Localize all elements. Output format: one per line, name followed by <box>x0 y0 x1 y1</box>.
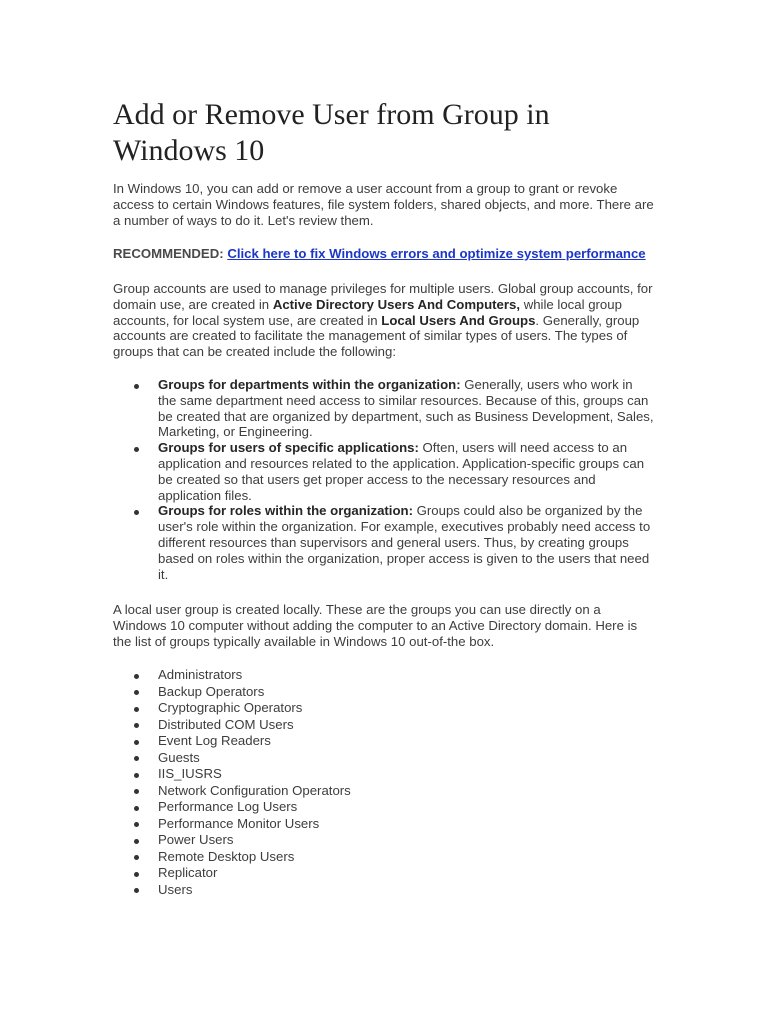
bullet-icon <box>134 510 139 515</box>
paragraph-line: groups that can be created include the following: <box>113 344 396 360</box>
group-type-description-line: application files. <box>158 487 252 503</box>
article-title: Add or Remove User from Group in Windows 10 <box>113 98 550 167</box>
paragraph-line: the list of groups typically available in Windows 10 out-of-the box. <box>113 633 495 649</box>
group-type-description-line: be created so that users get proper access to the necessary resources and <box>158 471 596 487</box>
paragraph-line <box>113 313 653 329</box>
group-type-item <box>113 503 654 582</box>
bullet-icon <box>134 773 139 778</box>
builtin-group-name: Users <box>158 881 193 897</box>
group-type-description-line: Marketing, or Engineering. <box>158 424 313 440</box>
builtin-group-name: Remote Desktop Users <box>158 848 295 864</box>
group-type-term: Groups for departments within the organization: <box>158 377 461 392</box>
bullet-icon <box>134 384 139 389</box>
bullet-icon <box>134 756 139 761</box>
group-type-first-line <box>158 440 654 456</box>
builtin-group-item <box>113 667 351 684</box>
group-type-description-line: application and resources related to the application. Application-specific groups can <box>158 455 645 471</box>
builtin-group-item <box>113 816 351 833</box>
builtin-group-name: Replicator <box>158 865 218 880</box>
group-type-description-line: the same department need access to similar resources. Because of this, groups can <box>158 392 649 408</box>
builtin-group-name: Backup Operators <box>158 683 265 699</box>
builtin-group-item <box>113 750 351 767</box>
bullet-icon <box>134 690 139 695</box>
bullet-icon <box>134 872 139 877</box>
builtin-group-item <box>113 882 351 899</box>
group-type-description: Groups could also be organized by the <box>416 503 643 519</box>
paragraph-text: domain use, are created in <box>113 296 273 312</box>
bullet-icon <box>134 723 139 728</box>
group-accounts-paragraph <box>113 281 653 360</box>
group-type-description: Generally, users who work in <box>464 377 633 392</box>
builtin-group-name: Administrators <box>158 667 243 682</box>
paragraph-line: Group accounts are used to manage privileges for multiple users. Global group accounts, for <box>113 281 653 296</box>
group-type-description-line: based on roles within the organization, proper access is given to the users that need <box>158 550 650 566</box>
group-type-description-line: different resources than supervisors and general users. Thus, by creating groups <box>158 534 629 550</box>
bullet-icon <box>134 789 139 794</box>
paragraph-line: access to certain Windows features, file system folders, shared objects, and more. There are <box>113 197 654 212</box>
builtin-group-name: IIS_IUSRS <box>158 766 222 781</box>
builtin-group-name: Guests <box>158 749 200 765</box>
intro-paragraph <box>113 181 654 229</box>
builtin-group-name: Network Configuration Operators <box>158 782 351 798</box>
builtin-group-name: Event Log Readers <box>158 733 271 748</box>
group-type-item <box>113 377 654 440</box>
paragraph-line: accounts are created to facilitate the management of similar types of users. The types of <box>113 328 628 344</box>
builtin-group-name: Performance Monitor Users <box>158 815 320 831</box>
bullet-icon <box>134 888 139 893</box>
group-type-term: Groups for roles within the organization: <box>158 503 413 519</box>
fix-windows-errors-link[interactable]: Click here to fix Windows errors and optimize system performance <box>227 246 646 261</box>
bullet-icon <box>134 855 139 860</box>
paragraph-text: while local group <box>520 296 622 312</box>
builtin-group-name: Cryptographic Operators <box>158 700 303 715</box>
paragraph-text: accounts, for local system use, are created in <box>113 312 382 328</box>
bold-term: Local Users And Groups <box>381 312 536 328</box>
bold-term: Active Directory Users And Computers, <box>272 296 521 312</box>
group-type-description: Often, users will need access to an <box>422 440 628 456</box>
local-groups-paragraph <box>113 602 637 649</box>
bullet-icon <box>134 447 139 452</box>
builtin-group-name: Distributed COM Users <box>158 716 294 732</box>
group-type-description-line: user's role within the organization. For example, executives probably need access to <box>158 519 651 535</box>
recommended-label: RECOMMENDED: <box>113 246 224 261</box>
group-type-item <box>113 440 654 503</box>
bullet-icon <box>134 822 139 827</box>
paragraph-line: a number of ways to do it. Let's review them. <box>113 213 374 228</box>
bullet-icon <box>134 806 139 811</box>
builtin-group-item <box>113 849 351 866</box>
group-type-first-line <box>158 377 654 393</box>
bullet-icon <box>134 839 139 844</box>
builtin-group-name: Performance Log Users <box>158 799 298 814</box>
paragraph-line: A local user group is created locally. These are the groups you can use directly on a <box>113 602 601 617</box>
paragraph-line: In Windows 10, you can add or remove a user account from a group to grant or revoke <box>113 181 618 196</box>
group-type-description-line: it. <box>158 566 169 582</box>
group-type-first-line <box>158 503 654 519</box>
builtin-group-item <box>113 865 351 882</box>
builtin-group-item <box>113 717 351 734</box>
bullet-icon <box>134 707 139 712</box>
group-types-list <box>113 377 654 582</box>
group-type-description-line: be created that are organized by department, such as Business Development, Sales, <box>158 408 654 424</box>
group-type-term: Groups for users of specific applications: <box>158 440 419 456</box>
builtin-group-name: Power Users <box>158 832 234 847</box>
builtin-group-item <box>113 700 351 717</box>
builtin-group-item <box>113 783 351 800</box>
builtin-group-item <box>113 766 351 783</box>
bullet-icon <box>134 740 139 745</box>
recommended-banner <box>113 246 646 262</box>
builtin-group-item <box>113 684 351 701</box>
bullet-icon <box>134 674 139 679</box>
builtin-groups-list <box>113 667 351 898</box>
paragraph-line <box>113 297 653 313</box>
builtin-group-item <box>113 832 351 849</box>
paragraph-line: Windows 10 computer without adding the computer to an Active Directory domain. Here is <box>113 617 638 633</box>
builtin-group-item <box>113 799 351 816</box>
builtin-group-item <box>113 733 351 750</box>
paragraph-text: . Generally, group <box>535 312 640 328</box>
